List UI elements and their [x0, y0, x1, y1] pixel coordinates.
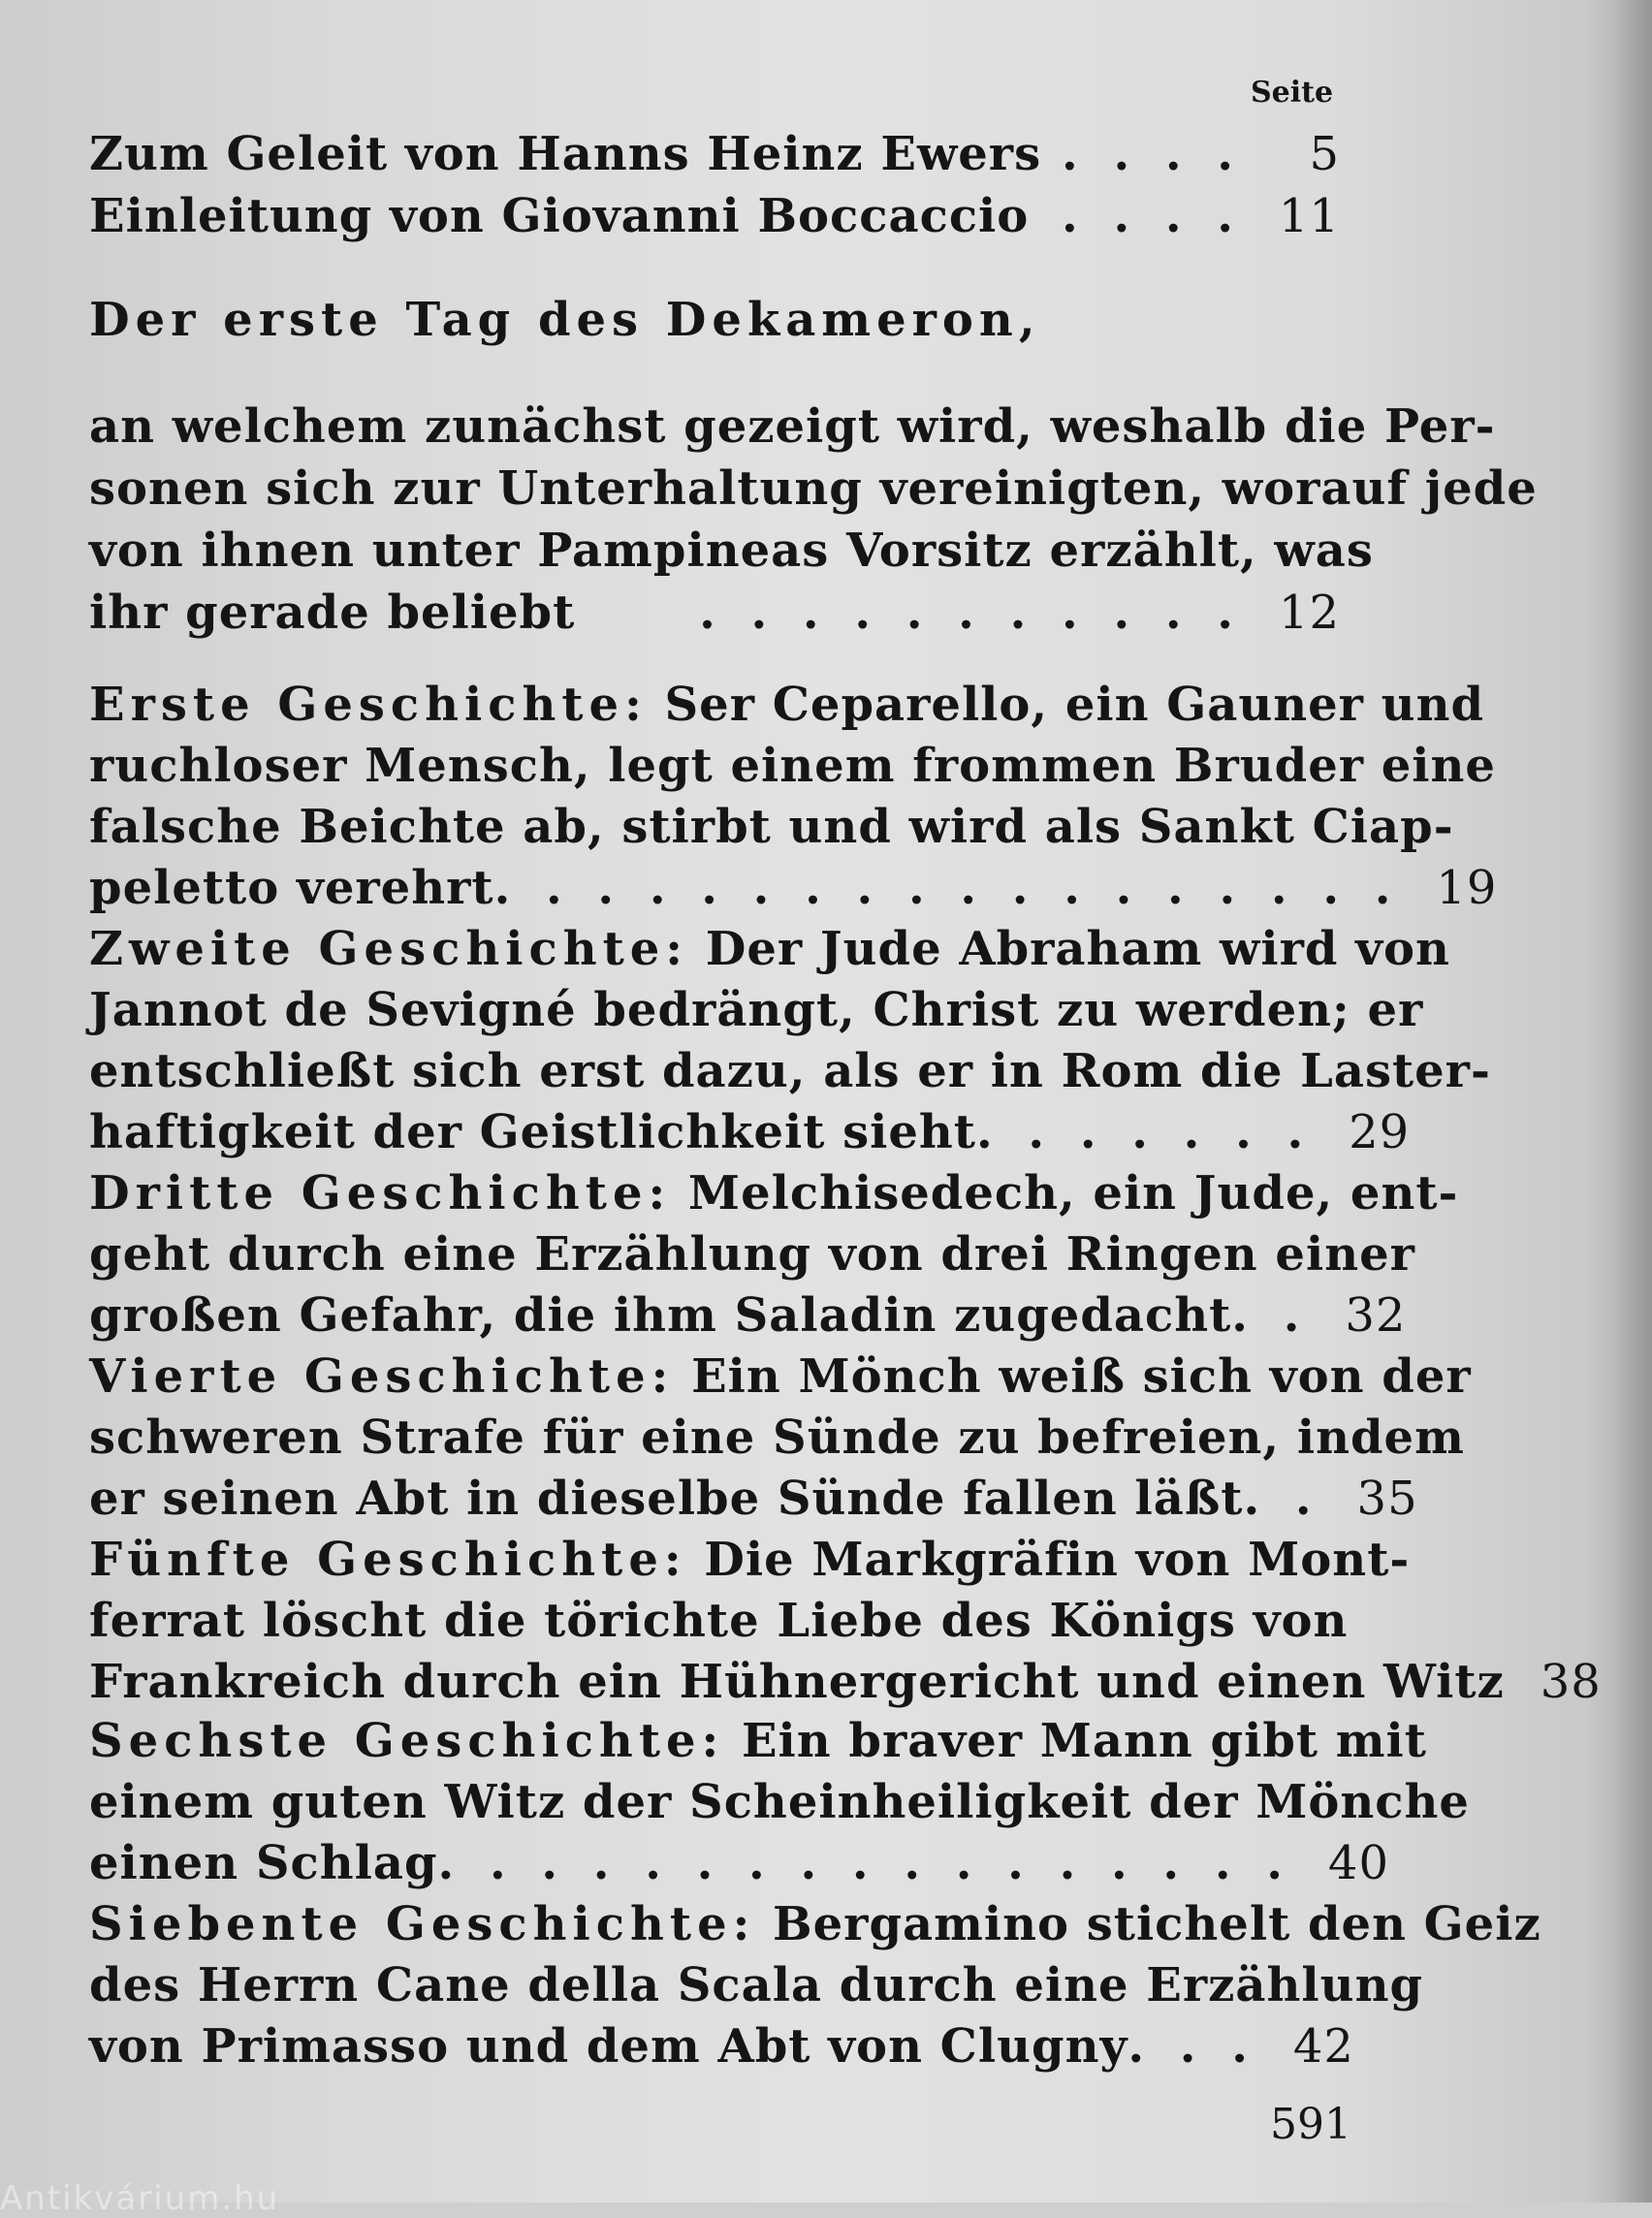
leader-dots: . . . .	[1062, 127, 1243, 181]
story-line: großen Gefahr, die ihm Saladin zugedacht	[89, 1288, 1232, 1343]
toc-page-number: 42	[1292, 2019, 1354, 2074]
section-title: Der erste Tag des Dekameron,	[89, 293, 1041, 347]
story-line: Ein braver Mann gibt mit	[724, 1714, 1427, 1768]
story-line: von Primasso und dem Abt von Clugny	[89, 2019, 1128, 2074]
story-line: ferrat löscht die törichte Liebe des Königs von	[89, 1594, 1349, 1648]
story-line: haftigkeit der Geistlichkeit sieht	[89, 1105, 976, 1159]
toc-entry-story-5	[89, 1530, 1602, 1713]
story-line: Frankreich durch ein Hühnergericht und einen Witz	[89, 1655, 1505, 1709]
toc-entry-story-3	[89, 1163, 1459, 1347]
story-line: Der Jude Abraham wird von	[688, 922, 1450, 976]
toc-entry-story-2	[89, 919, 1491, 1163]
intro-line: an welchem zunächst gezeigt wird, weshalb die Per-	[89, 399, 1496, 454]
toc-page-number: 35	[1356, 1472, 1418, 1526]
toc-entry-intro	[89, 396, 1538, 644]
toc-page-number: 38	[1540, 1655, 1602, 1709]
story-line: Ser Ceparello, ein Gauner und	[647, 678, 1485, 732]
story-label: Siebente Geschichte:	[89, 1897, 756, 1951]
story-line: Bergamino stichelt den Geiz	[755, 1897, 1541, 1951]
story-line: einem guten Witz der Scheinheiligkeit der Mönche	[89, 1775, 1470, 1829]
folio-page-number: 591	[1270, 2100, 1351, 2149]
toc-page-number: 12	[1278, 586, 1340, 640]
toc-page-number: 5	[1309, 127, 1340, 181]
leader-dots: . . . . . . . . . . .	[699, 586, 1243, 640]
story-line: Die Markgräfin von Mont-	[686, 1533, 1411, 1587]
story-line: er seinen Abt in dieselbe Sünde fallen läßt	[89, 1472, 1244, 1526]
story-label: Erste Geschichte:	[89, 678, 648, 732]
toc-entry-einleitung	[89, 186, 1340, 247]
page-column-header: Seite	[1251, 76, 1334, 110]
leader-dots: . . . .	[1062, 189, 1243, 243]
story-line: ruchloser Mensch, legt einem frommen Bruder eine	[89, 739, 1496, 793]
leader-dots: . . .	[1128, 2019, 1257, 2074]
leader-dots: . .	[1231, 1288, 1310, 1343]
story-line: schweren Strafe für eine Sünde zu befreien, indem	[89, 1410, 1465, 1465]
leader-dots: . . . . . . . . . . . . . . . . .	[437, 1836, 1292, 1890]
story-label: Fünfte Geschichte:	[89, 1533, 687, 1587]
intro-line: sonen sich zur Unterhaltung vereinigten, worauf jede	[89, 461, 1538, 516]
toc-entry-story-1	[89, 675, 1498, 919]
story-line: peletto verehrt	[89, 861, 494, 915]
watermark-text: Antikvárium.hu	[0, 2179, 280, 2218]
story-line: entschließt sich erst dazu, als er in Rom die Laster-	[89, 1044, 1491, 1098]
toc-entry-text: Einleitung von Giovanni Boccaccio	[89, 189, 1030, 243]
story-label: Dritte Geschichte:	[89, 1166, 672, 1220]
story-line: Melchisedech, ein Jude, ent-	[671, 1166, 1459, 1220]
toc-page-number: 32	[1345, 1288, 1407, 1343]
toc-entry-story-7	[89, 1894, 1541, 2077]
toc-entry-geleit	[89, 124, 1340, 185]
toc-page-number: 11	[1278, 189, 1340, 243]
toc-page-number: 29	[1349, 1105, 1411, 1159]
toc-page-number: 19	[1436, 861, 1498, 915]
intro-line: ihr gerade beliebt	[89, 586, 576, 640]
leader-dots: . .	[1243, 1472, 1321, 1526]
story-label: Vierte Geschichte:	[89, 1349, 675, 1404]
intro-line: von ihnen unter Pampineas Vorsitz erzählt, was	[89, 523, 1374, 578]
leader-dots: . . . . . . . . . . . . . . . . . .	[493, 861, 1401, 915]
story-label: Sechste Geschichte:	[89, 1714, 725, 1768]
leader-dots: . . . . . . .	[975, 1105, 1314, 1159]
story-label: Zweite Geschichte:	[89, 922, 689, 976]
story-line: geht durch eine Erzählung von drei Ringen einer	[89, 1227, 1415, 1282]
toc-entry-story-4	[89, 1347, 1472, 1530]
story-line: des Herrn Cane della Scala durch eine Erzählung	[89, 1958, 1424, 2012]
story-line: falsche Beichte ab, stirbt und wird als Sankt Ciap-	[89, 800, 1454, 854]
story-line: Jannot de Sevigné bedrängt, Christ zu werden; er	[89, 983, 1424, 1037]
story-line: Ein Mönch weiß sich von der	[674, 1349, 1472, 1404]
toc-entry-story-6	[89, 1711, 1470, 1894]
toc-entry-text: Zum Geleit von Hanns Heinz Ewers	[89, 127, 1042, 181]
toc-page-number: 40	[1327, 1836, 1389, 1890]
story-line: einen Schlag	[89, 1836, 438, 1890]
